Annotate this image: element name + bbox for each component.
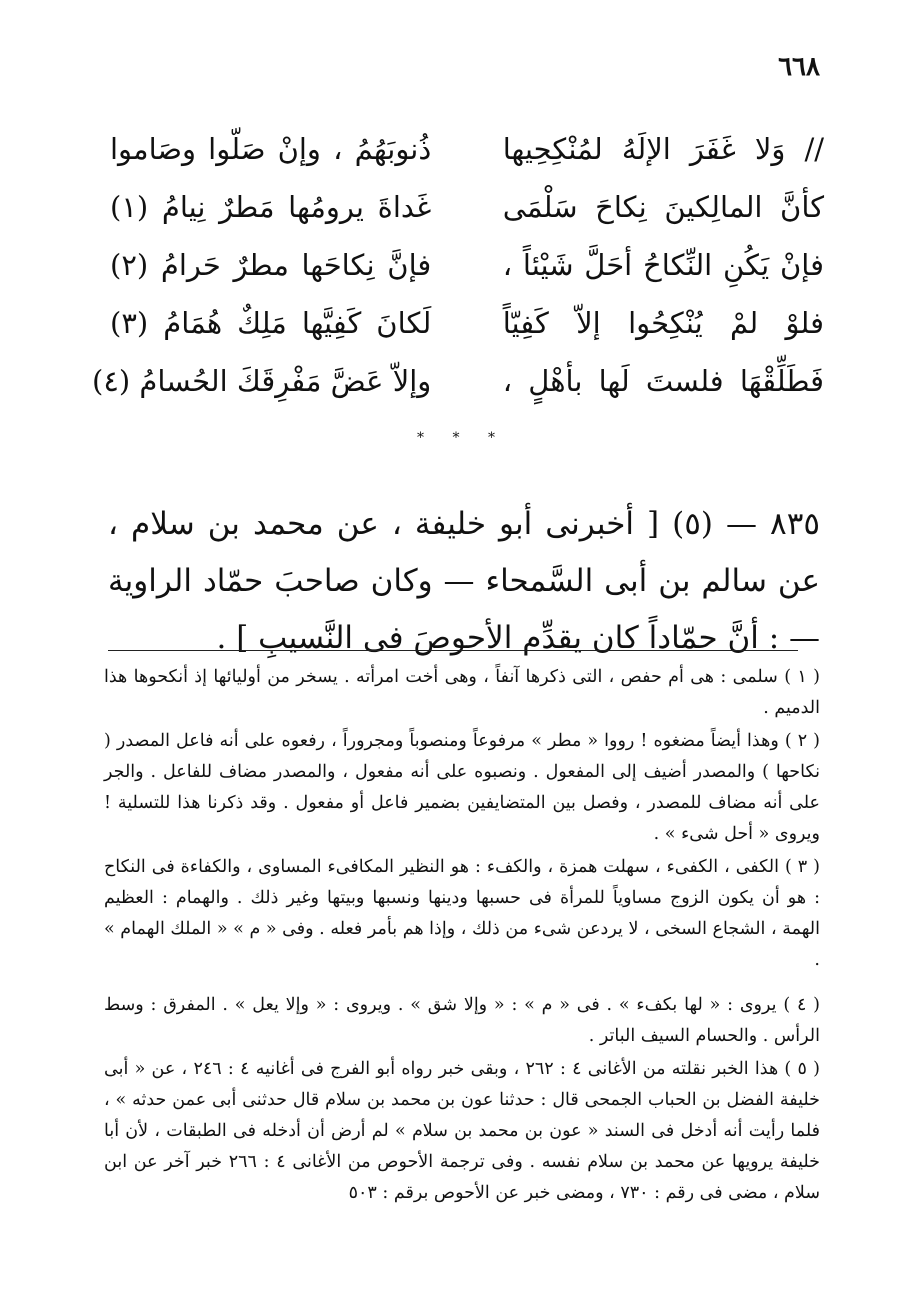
verse <box>110 178 824 236</box>
verse <box>110 120 824 178</box>
footnotes <box>104 662 820 1209</box>
footnote-1: ( ١ ) سلمى : هى أم حفص ، التى ذكرها آنفاً ، وهى أخت امرأته . يسخر من أوليائها إذ أنكحوها هذا الدميم . <box>104 667 820 718</box>
verse <box>110 294 824 352</box>
entry-paragraph: ٨٣٥ — (٥) [ أخبرنى أبو خليفة ، عن محمد بن سلام ، عن سالم بن أبى السَّمحاء — وكان صاحبَ حمّاد الراوية — : أنَّ حمّاداً كان يقدِّم الأحوصَ فى النَّسيبِ ] . <box>108 506 820 656</box>
verse-first-hemistich: كأنَّ المالِكينَ نِكاحَ سَلْمَى <box>502 190 824 224</box>
verse-second-hemistich: وإلاّ عَضَّ مَفْرِقَكَ الحُسامُ (٤) <box>91 364 432 398</box>
poem <box>91 120 824 410</box>
section-separator: * * * <box>417 430 507 446</box>
verse-first-hemistich: فلوْ لمْ يُنْكِحُوا إلاّ كَفِيّاً <box>502 306 824 340</box>
verse-second-hemistich: فإنَّ نِكاحَها مطرٌ حَرامُ (٢) <box>110 248 432 282</box>
footnote-5: ( ٥ ) هذا الخبر نقلته من الأغانى ٤ : ٢٦٢ ، وبقى خبر رواه أبو الفرج فى أغانيه ٤ : ٢٤٦ ، عن « أبى خليفة الفضل بن الحباب الجمحى قال : حدثنا عون بن محمد بن سلام قال حدثنى أبى عمن حدثه » ، فلما رأيت أنه أدخل فى السند « عون بن محمد بن سلام » لم أرض أن أدخله فى الطبقات ، لأن أبا خليفة يرويها عن محمد بن سلام نفسه . وفى ترجمة الأحوص من الأغانى ٤ : ٢٦٦ خبر آخر عن ابن سلام ، مضى فى رقم : ٧٣٠ ، ومضى خبر عن الأحوص برقم : ٥٠٣ <box>104 1059 821 1203</box>
footnote-3: ( ٣ ) الكفى ، الكفىء ، سهلت همزة ، والكفء : هو النظير المكافىء المساوى ، والكفاءة فى النكاح : هو أن يكون الزوج مساوياً للمرأة فى حسبها ودينها ونسبها وبيتها وغير ذلك . والهمام : العظيم الهمة ، الشجاع السخى ، لا يردعن شىء من ذلك ، وإذا هم بأمر فعله . وفى « م » « الملك الهمام » . <box>104 857 821 970</box>
verse-second-hemistich: لَكانَ كَفِيَّها مَلِكٌ هُمَامُ (٣) <box>110 306 432 340</box>
verse-second-hemistich: غَداةَ يرومُها مَطرٌ نِيامُ (١) <box>110 190 432 224</box>
verse-first-hemistich: // وَلا غَفَرَ الإلَهُ لمُنْكِحِيها <box>502 132 824 166</box>
footnote-2: ( ٢ ) وهذا أيضاً مضغوه ! رووا « مطر » مرفوعاً ومنصوباً ومجروراً ، رفعوه على أنه فاعل المصدر ( نكاحها ) والمصدر أضيف إلى المفعول . ونصبوه على أنه مفعول ، والمصدر مضاف للفاعل . والجر على أنه مضاف للمصدر ، وفصل بين المتضايفين بضمير فاعل أو مفعول . وقد ذكرنا هذا للتسلية ! ويروى « أحل شىء » . <box>104 731 821 844</box>
footnote-divider <box>108 650 798 651</box>
verse-second-hemistich: ذُنوبَهُمُ ، وإنْ صَلّوا وصَاموا <box>110 132 432 166</box>
verse-first-hemistich: فَطَلِّقْهَا فلستَ لَها بأهْلٍ ، <box>502 364 824 398</box>
page-number: ٦٦٨ <box>778 52 820 82</box>
verse <box>110 236 824 294</box>
footnote-4: ( ٤ ) يروى : « لها بكفء » . فى « م » : « وإلا شق » . ويروى : « وإلا يعل » . المفرق : وسط الرأس . والحسام السيف الباتر . <box>104 995 821 1046</box>
verse <box>91 352 824 410</box>
verse-first-hemistich: فإنْ يَكُنِ النِّكاحُ أحَلَّ شَيْئاً ، <box>502 248 824 282</box>
